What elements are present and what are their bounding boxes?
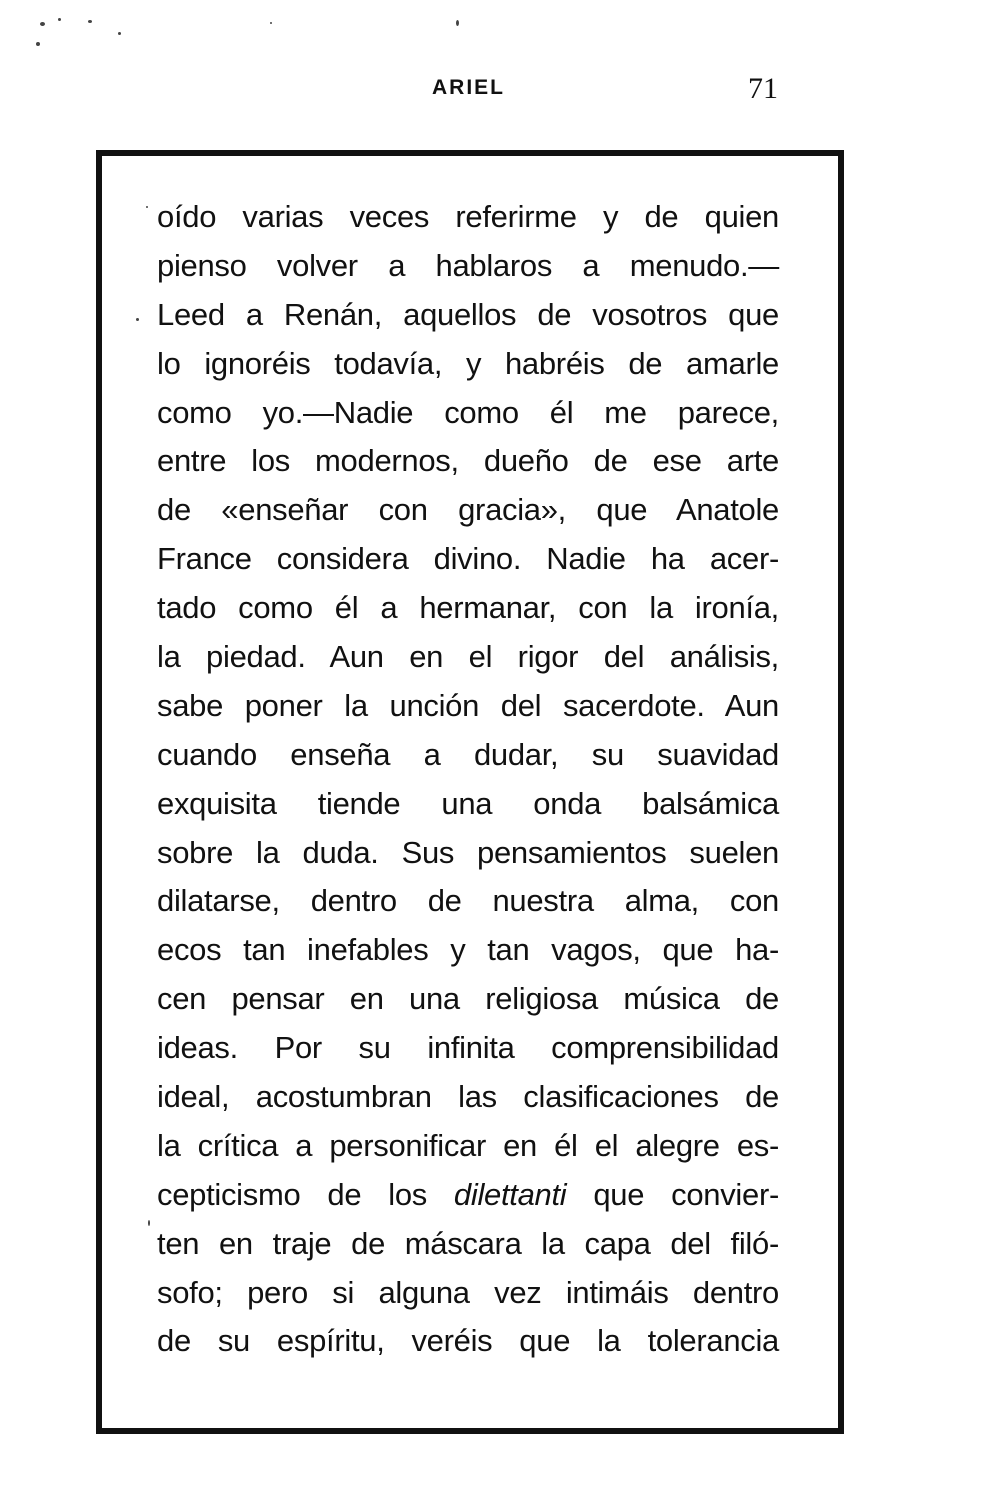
text-line: de su espíritu, veréis que la tolerancia — [157, 1323, 779, 1359]
text-line: lo ignoréis todavía, y habréis de amarle — [157, 345, 779, 381]
text-line: oído varias veces referirme y de quien — [157, 199, 779, 234]
text-line: France considera divino. Nadie ha acer- — [157, 541, 779, 577]
text-line: exquisita tiende una onda balsámica — [157, 785, 779, 821]
text-line: tado como él a hermanar, con la ironía, — [157, 590, 779, 626]
scan-speck — [36, 42, 40, 46]
text-line: ten en traje de máscara la capa del filó- — [157, 1225, 779, 1261]
text-line: sobre la duda. Sus pensamientos suelen — [157, 834, 779, 870]
body-text — [157, 193, 779, 1366]
text-line: como yo.—Nadie como él me parece, — [157, 394, 779, 430]
text-line: Leed a Renán, aquellos de vosotros que — [157, 296, 779, 332]
text-line: cuando enseña a dudar, su suavidad — [157, 736, 779, 772]
text-line: cen pensar en una religiosa música de — [157, 981, 779, 1017]
scan-speck — [118, 32, 121, 35]
text-line: la piedad. Aun en el rigor del análisis, — [157, 639, 779, 675]
text-line: dilatarse, dentro de nuestra alma, con — [157, 883, 779, 919]
text-line: ecos tan inefables y tan vagos, que ha- — [157, 932, 779, 968]
italic-term: dilettanti — [453, 1176, 567, 1212]
page-header — [0, 72, 1000, 112]
text-line: entre los modernos, dueño de ese arte — [157, 443, 779, 479]
text-segment: que convier- — [566, 1176, 779, 1212]
running-title: ARIEL — [432, 76, 505, 99]
text-line: sofo; pero si alguna vez intimáis dentro — [157, 1274, 779, 1310]
text-line: ideas. Por su infinita comprensibilidad — [157, 1030, 779, 1066]
text-line: ideal, acostumbran las clasificaciones de — [157, 1079, 779, 1115]
scan-speck — [456, 20, 459, 26]
text-segment: cepticismo de los — [157, 1176, 454, 1212]
text-line: de «enseñar con gracia», que Anatole — [157, 492, 779, 528]
text-line: pienso volver a hablaros a menudo.— — [157, 247, 779, 283]
text-line: la crítica a personificar en él el alegre es- — [157, 1127, 779, 1163]
text-line-with-italic — [157, 1171, 779, 1220]
scan-speck — [88, 20, 92, 23]
scan-speck — [58, 18, 61, 21]
text-line: sabe poner la unción del sacerdote. Aun — [157, 687, 779, 723]
page-number: 71 — [748, 72, 778, 105]
scan-speck — [270, 22, 272, 24]
scan-speck — [40, 22, 45, 26]
